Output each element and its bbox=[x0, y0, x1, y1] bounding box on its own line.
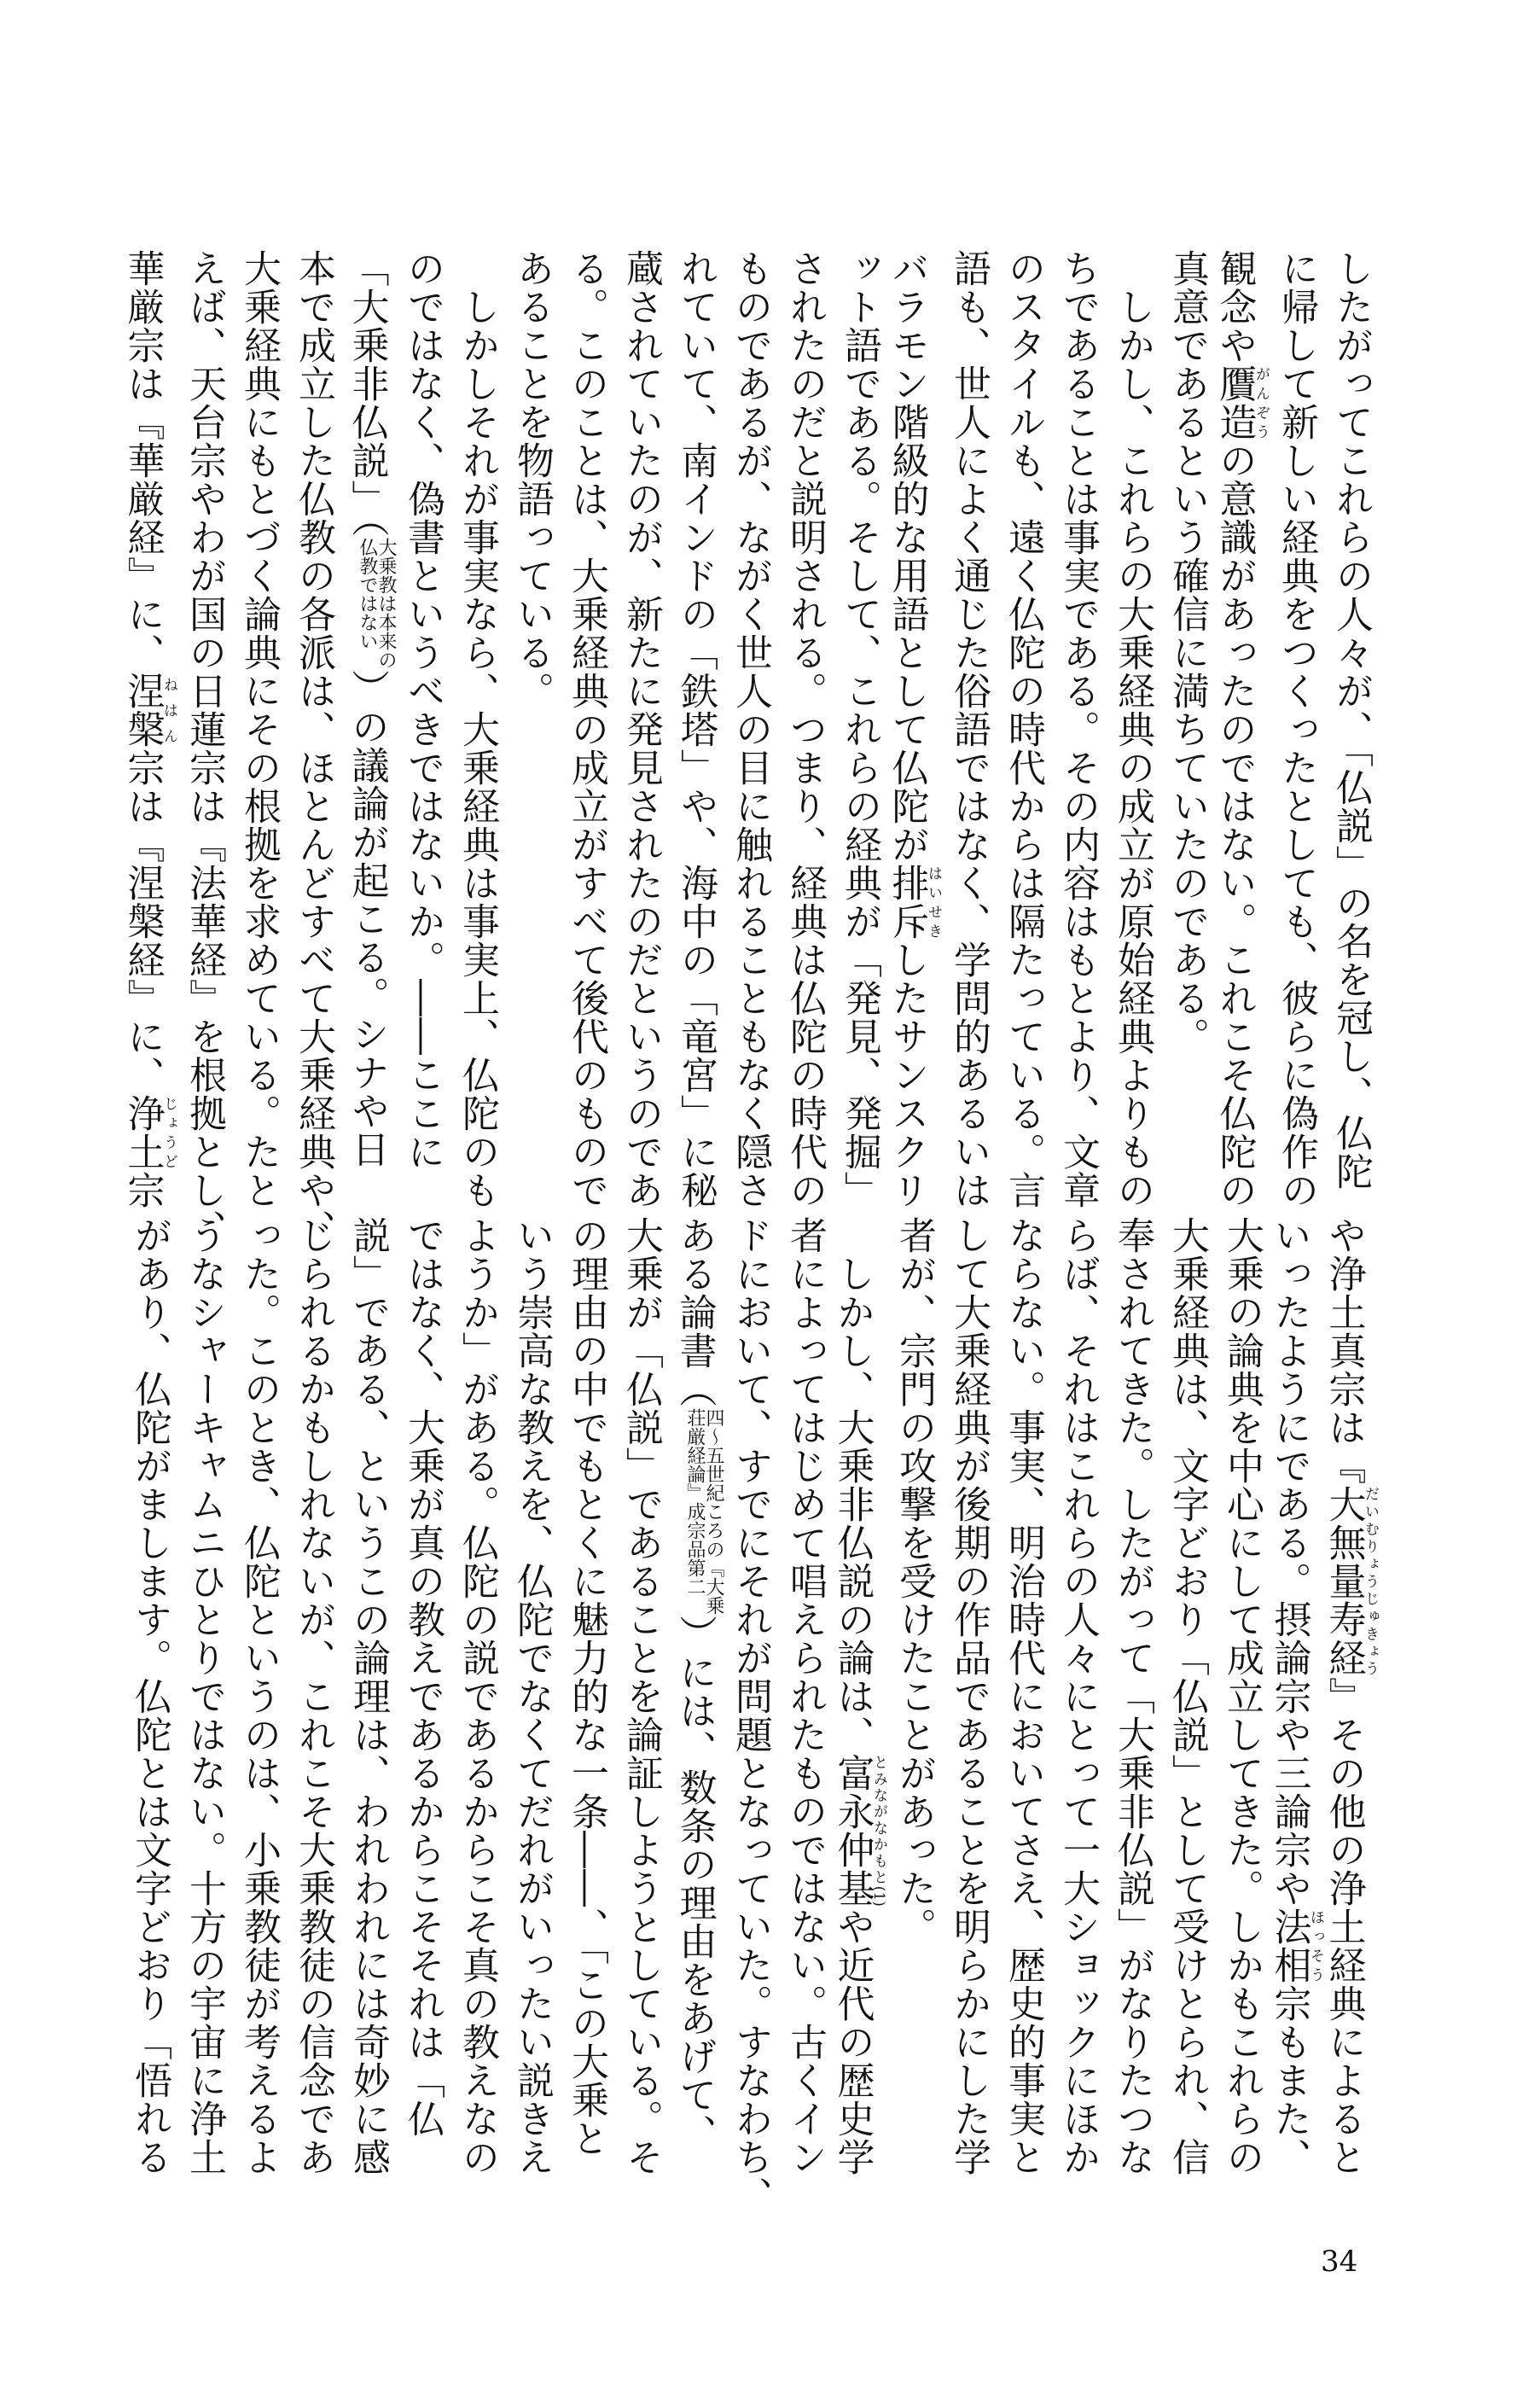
text-column: 大乗経典は、文字どおり「仏説」として受けとられ、信 bbox=[1165, 1216, 1209, 2176]
ruby-annotation bbox=[1267, 1907, 1324, 1984]
text-column: 蔵されていたのが、新たに発見されたのだというのであ bbox=[619, 249, 663, 1209]
inline-note-line: 仏教ではない bbox=[357, 538, 378, 650]
text-column: しかしそれが事実なら、大乗経典は事実上、仏陀のも bbox=[456, 249, 499, 1209]
ruby-annotation bbox=[120, 1094, 177, 1171]
text-column: いう崇高な教えを、仏陀でなくてだれがいったい説きえ bbox=[510, 1216, 554, 2176]
text-column: 者が、宗門の攻撃を受けたことがあった。 bbox=[892, 1216, 936, 1946]
text-segment: 』その他の浄土経典によると bbox=[1322, 1677, 1366, 2176]
text-column: ならない。事実、明治時代においてさえ、歴史的事実と bbox=[1002, 1216, 1045, 2176]
text-column bbox=[1269, 1216, 1323, 2189]
ruby-base: 大無量寿経 bbox=[1322, 1485, 1366, 1677]
text-column: れていて、南インドの「鉄塔」や、海中の「竜宮」に秘 bbox=[674, 249, 718, 1209]
text-segment: 華厳宗は『華厳経』に、 bbox=[120, 249, 165, 672]
text-column: らば、それはこれらの人々にとって一大ショックにほか bbox=[1056, 1216, 1100, 2176]
text-segment: ある論書（ bbox=[672, 1216, 717, 1408]
ruby-reading bbox=[870, 1754, 887, 1907]
text-column bbox=[886, 249, 941, 1222]
text-column: る。このことは、大乗経典の成立がすべて後代のもので bbox=[565, 249, 608, 1209]
text-column bbox=[1214, 249, 1269, 1222]
text-column: あることを物語っている。 bbox=[510, 249, 554, 710]
text-column: じられるかもしれないが、これこそ大乗教徒の信念であ bbox=[292, 1216, 335, 2176]
text-segment: 宗 bbox=[120, 1171, 165, 1209]
ruby-base: 浄土 bbox=[120, 1094, 165, 1171]
text-column: えば、天台宗やわが国の日蓮宗は『法華経』を根拠とし、 bbox=[183, 249, 226, 1248]
text-column: があり、仏陀がまします。仏陀とは文字どおり「悟れる bbox=[128, 1216, 171, 2176]
inline-note-line: 荘厳経論』成宗品第二 bbox=[684, 1408, 706, 1596]
text-column bbox=[668, 1216, 723, 2189]
ruby-annotation bbox=[120, 672, 177, 748]
text-column: しかし、これらの大乗経典の成立が原始経典よりもの bbox=[1111, 249, 1154, 1209]
ruby-annotation bbox=[1212, 364, 1270, 441]
inline-note-line: 四～五世紀ころの『大乗 bbox=[703, 1408, 724, 1615]
text-column: したがってこれらの人々が、「仏説」の名を冠し、仏陀 bbox=[1329, 249, 1373, 1191]
inline-note bbox=[685, 1408, 723, 1615]
text-column: のスタイルも、遠く仏陀の時代からは隔たっている。言 bbox=[1002, 249, 1045, 1209]
text-segment: ）の議論が起こる。シナや日 bbox=[345, 669, 389, 1168]
text-segment: や近代の歴史学 bbox=[830, 1907, 875, 2176]
lower-text-block bbox=[122, 1216, 1379, 2215]
text-column: ット語である。そして、これらの経典が「発見、発掘」 bbox=[838, 249, 881, 1209]
page-number: 34 bbox=[1321, 2245, 1358, 2279]
text-segment: ）には、数条の理由をあげて、 bbox=[672, 1615, 717, 2152]
text-segment: の意識があったのではない。これこそ仏陀の bbox=[1212, 441, 1257, 1209]
text-column: 説」である、というこの論理は、われわれには奇妙に感 bbox=[346, 1216, 390, 2176]
text-segment: いったようにである。摂論宗や三論宗や bbox=[1267, 1216, 1311, 1907]
text-column: 本で成立した仏教の各派は、ほとんどすべて大乗経典や、 bbox=[292, 249, 335, 1248]
text-column: った。このとき、仏陀というのは、小乗教徒が考えるよ bbox=[237, 1216, 281, 2176]
inline-note bbox=[357, 538, 395, 669]
ruby-base: 法相 bbox=[1267, 1907, 1311, 1984]
upper-text-block bbox=[120, 249, 1378, 1248]
ruby-reading: ほっそう bbox=[1307, 1907, 1324, 1984]
text-segment: 宗もまた、 bbox=[1267, 1984, 1311, 2176]
text-column: されたのだと説明される。つまり、経典は仏陀の時代の bbox=[783, 249, 827, 1209]
ruby-reading: だいむりょうじゅきょう bbox=[1362, 1485, 1379, 1677]
text-column: 者によってはじめて唱えられたものではない。古くイン bbox=[783, 1216, 827, 2176]
ruby-reading-text: とみながなかもと bbox=[870, 1754, 887, 1886]
footnote-reference[interactable]: (1) bbox=[870, 1885, 887, 1907]
inline-note-line: 大乗教は本来の bbox=[375, 538, 397, 669]
ruby-reading: はいせき bbox=[925, 864, 942, 941]
text-segment: 観念や bbox=[1212, 249, 1257, 364]
text-segment: バラモン階級的な用語として仏陀が bbox=[885, 249, 929, 864]
text-column: のではなく、偽書というべきではないか。――ここに bbox=[401, 249, 445, 1171]
text-segment: したサンスクリ bbox=[885, 941, 929, 1209]
text-segment: しかし、大乗非仏説の論は、 bbox=[830, 1216, 875, 1754]
text-column: 大乗が「仏説」であることを論証しようとしている。そ bbox=[619, 1216, 663, 2176]
ruby-base: 涅槃 bbox=[120, 672, 165, 748]
text-column bbox=[122, 249, 177, 1222]
ruby-annotation bbox=[830, 1754, 887, 1907]
text-column: 真意であるという確信に満ちていたのである。 bbox=[1165, 249, 1209, 1056]
text-column: ようか」がある。仏陀の説であるからこそ真の教えなの bbox=[456, 1216, 499, 2176]
ruby-annotation bbox=[1322, 1485, 1379, 1677]
text-column: ものであるが、ながく世人の目に触れることもなく隠さ bbox=[729, 249, 772, 1209]
ruby-base: 贋造 bbox=[1212, 364, 1257, 441]
text-segment: や浄土真宗は『 bbox=[1322, 1216, 1366, 1485]
text-column: の理由の中でもとくに魅力的な一条――、「この大乗と bbox=[565, 1216, 608, 2158]
ruby-reading: がんぞう bbox=[1252, 364, 1270, 441]
ruby-annotation bbox=[885, 864, 942, 941]
text-segment: 宗は『涅槃経』に、 bbox=[120, 748, 165, 1094]
text-column: して大乗経典が後期の作品であることを明らかにした学 bbox=[947, 1216, 991, 2176]
text-segment: 「大乗非仏説」（ bbox=[345, 249, 389, 538]
text-column bbox=[340, 249, 395, 1222]
text-column: 大乗の論典を中心にして成立してきた。しかもこれらの bbox=[1220, 1216, 1264, 2176]
ruby-base: 富永仲基 bbox=[830, 1754, 875, 1907]
text-column: ではなく、大乗が真の教えであるからこそそれは「仏 bbox=[401, 1216, 445, 2138]
text-column: 語も、世人によく通じた俗語ではなく、学問的あるいは bbox=[947, 249, 991, 1209]
text-column: ドにおいて、すでにそれが問題となっていた。すなわち、 bbox=[729, 1216, 772, 2215]
text-column: 大乗経典にもとづく論典にその根拠を求めている。たと bbox=[237, 249, 281, 1209]
ruby-base: 排斥 bbox=[885, 864, 929, 941]
text-column: うなシャーキャムニひとりではない。十方の宇宙に浄土 bbox=[183, 1216, 226, 2176]
ruby-reading: ねはん bbox=[160, 672, 177, 748]
text-column bbox=[1323, 1216, 1378, 2189]
text-column: 奉されてきた。したがって「大乗非仏説」がなりたつな bbox=[1111, 1216, 1154, 2176]
text-column bbox=[832, 1216, 886, 2189]
text-column: に帰して新しい経典をつくったとしても、彼らに偽作の bbox=[1275, 249, 1318, 1209]
text-column: ちであることは事実である。その内容はもとより、文章 bbox=[1056, 249, 1100, 1209]
ruby-reading: じょうど bbox=[160, 1094, 177, 1171]
